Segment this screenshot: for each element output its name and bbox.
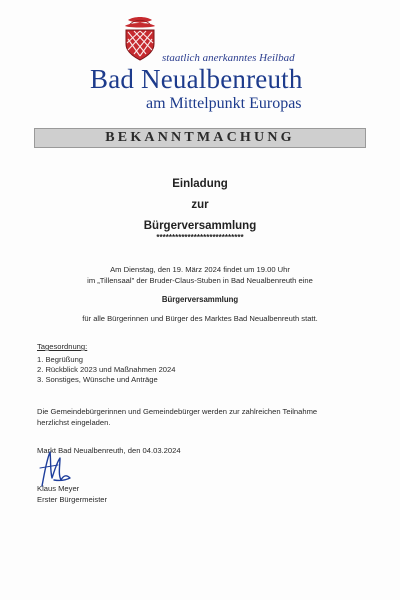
intro-line-2: im „Tillensaal" der Bruder-Claus-Stuben in Bad Neualbenreuth eine (87, 276, 313, 285)
banner-title: BEKANNTMACHUNG (105, 130, 295, 145)
town-subtitle: am Mittelpunkt Europas (146, 95, 302, 112)
heading-line-3: Bürgerversammlung (143, 220, 257, 232)
intro-line-1: Am Dienstag, den 19. März 2024 findet um 19.00 Uhr (110, 265, 290, 274)
signer-name: Klaus Meyer (37, 484, 80, 493)
heading-line-2: zur (191, 199, 209, 211)
agenda-item: 1. Begrüßung (37, 355, 84, 364)
heading-stars-divider: **************************** (156, 233, 244, 242)
announcement-banner (34, 128, 366, 148)
invite-line-1: Die Gemeindebürgerinnen und Gemeindebürger werden zur zahlreichen Teilnahme (37, 407, 318, 416)
tagline: staatlich anerkanntes Heilbad (162, 52, 295, 64)
agenda-item: 3. Sonstiges, Wünsche und Anträge (37, 375, 158, 384)
event-title-bold: Bürgerversammlung (161, 295, 239, 304)
agenda-item: 2. Rückblick 2023 und Maßnahmen 2024 (37, 365, 176, 374)
invite-line-2: herzlichst eingeladen. (37, 418, 111, 427)
coat-of-arms-crest-icon (116, 14, 164, 62)
heading-line-1: Einladung (172, 178, 228, 190)
town-name: Bad Neualbenreuth (90, 64, 303, 94)
agenda-title: Tagesordnung: (37, 342, 88, 351)
signer-title: Erster Bürgermeister (37, 495, 108, 504)
place-date: Markt Bad Neualbenreuth, den 04.03.2024 (37, 446, 181, 455)
audience-line: für alle Bürgerinnen und Bürger des Marktes Bad Neualbenreuth statt. (82, 314, 318, 323)
